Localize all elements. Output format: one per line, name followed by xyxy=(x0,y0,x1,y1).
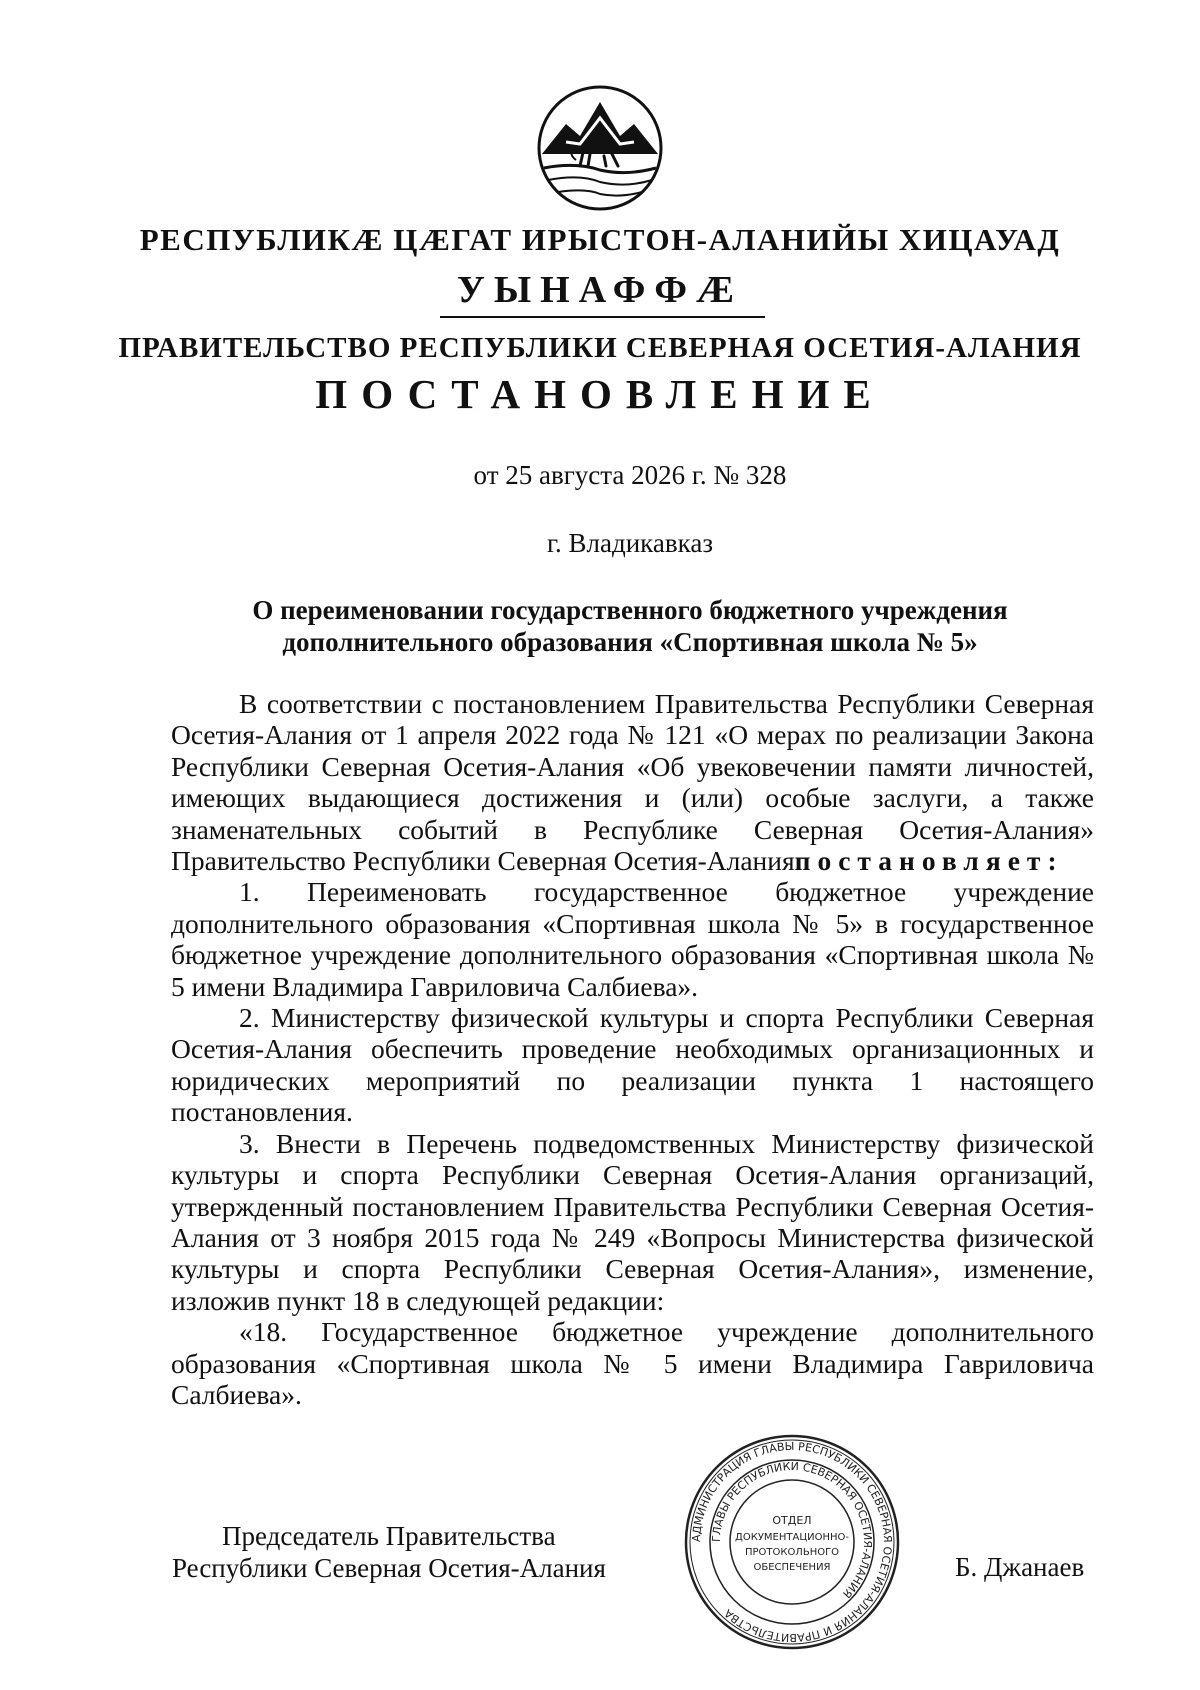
document-city: г. Владикавказ xyxy=(547,528,713,558)
header-divider xyxy=(440,316,765,318)
official-seal-stamp xyxy=(682,1432,902,1652)
stamp-outer-text: АДМИНИСТРАЦИЯ ГЛАВЫ РЕСПУБЛИКИ СЕВЕРНАЯ ОСЕТИЯ-АЛАНИЯ И ПРАВИТЕЛЬСТВА xyxy=(689,1439,895,1645)
document-type-title: ПОСТАНОВЛЕНИЕ xyxy=(315,371,885,417)
signatory-title-line2: Республики Северная Осетия-Алания xyxy=(172,1553,606,1583)
coat-of-arms-emblem xyxy=(536,84,664,212)
preamble-paragraph xyxy=(171,688,1094,876)
item-2: 2. Министерству физической культуры и спорта Республики Северная Осетия-Алания обеспечить проведение необходимых организационных и юридических мероприятий по реализации пункта 1 настоящего постановления. xyxy=(171,1002,1094,1128)
ossetian-document-type: УЫНАФФӔ xyxy=(456,269,744,311)
stamp-center-line-1: ОТДЕЛ xyxy=(772,1514,812,1527)
signatory-name: Б. Джанаев xyxy=(955,1552,1085,1582)
stamp-inner-text: ГЛАВЫ РЕСПУБЛИКИ СЕВЕРНАЯ ОСЕТИЯ-АЛАНИЯ xyxy=(709,1459,875,1601)
document-date-number: от 25 августа 2026 г. № 328 xyxy=(473,460,787,490)
item-3: 3. Внести в Перечень подведомственных Министерству физической культуры и спорта Республики Северная Осетия-Алания организаций, утвержденный постановлением Правительства Республики Северная Осетия-Алания от 3 ноября 2015 года № 249 «Вопросы Министерства физической культуры и спорта Республики Северная Осетия-Алания», изменение, изложив пункт 18 в следующей редакции: xyxy=(171,1127,1094,1316)
item-1: 1. Переименовать государственное бюджетное учреждение дополнительного образования «Спортивная школа № 5» в государственное бюджетное учреждение дополнительного образования «Спортивная школа № 5 имени Владимира Гавриловича Салбиева». xyxy=(171,876,1094,1002)
stamp-center-line-4: ОБЕСПЕЧЕНИЯ xyxy=(753,1562,831,1573)
item-18-quote: «18. Государственное бюджетное учреждение дополнительного образования «Спортивная школа № 5 имени Владимира Гавриловича Салбиева». xyxy=(171,1316,1094,1410)
signatory-title xyxy=(172,1520,606,1584)
svg-text:ГЛАВЫ РЕСПУБЛИКИ СЕВЕРНАЯ ОСЕТ xyxy=(710,1460,874,1601)
document-subject: О переименовании государственного бюджетного учреждения дополнительного образования «Спортивная школа № 5» xyxy=(252,595,1008,657)
signatory-title-line1: Председатель Правительства xyxy=(222,1521,556,1551)
russian-government-title: ПРАВИТЕЛЬСТВО РЕСПУБЛИКИ СЕВЕРНАЯ ОСЕТИЯ-АЛАНИЯ xyxy=(118,332,1082,364)
preamble-text: В соответствии с постановлением Правительства Республики Северная Осетия-Алания от 1 апреля 2022 года № 121 «О мерах по реализации Закона Республики Северная Осетия-Алания «Об увековечении памяти личностей, имеющих выдающиеся достижения и (или) особые заслуги, а также знаменательных событий в Республике Северная Осетия-Алания» Правительство Республики Северная Осетия-Алания xyxy=(171,688,1094,877)
document-body xyxy=(171,688,1094,1410)
decree-word: постановляет: xyxy=(794,845,1064,877)
stamp-center-line-3: ПРОТОКОЛЬНОГО xyxy=(744,1547,840,1558)
ossetian-government-title: РЕСПУБЛИКӔ ЦӔГАТ ИРЫСТОН-АЛАНИЙЫ ХИЦАУАД xyxy=(139,222,1061,257)
stamp-center-line-2: ДОКУМЕНТАЦИОННО- xyxy=(735,1532,849,1543)
